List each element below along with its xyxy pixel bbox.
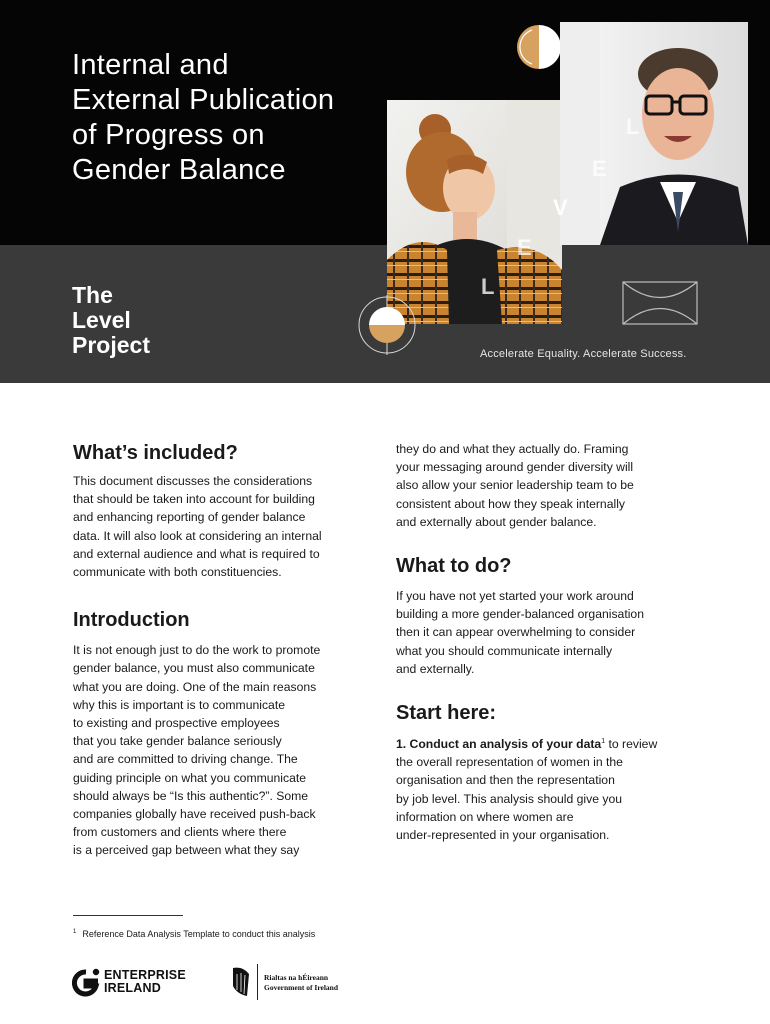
circle-emblem-icon: [357, 295, 417, 355]
left-column: [73, 440, 375, 860]
text-line: and externally.: [396, 661, 475, 676]
text-line: and enhancing reporting of gender balance: [73, 510, 306, 525]
text-line: what you should communicate internally: [396, 643, 613, 658]
text-line: consistent about how they speak internally: [396, 496, 625, 511]
half-circle-emblem-icon: [516, 22, 562, 72]
level-letter: E: [517, 235, 532, 260]
level-letter: E: [592, 156, 607, 181]
text-line: the overall representation of women in the: [396, 755, 623, 770]
project-name: [72, 283, 212, 358]
footnote: [73, 929, 315, 939]
title-line: External Publication: [72, 84, 335, 116]
section-body: [73, 472, 375, 581]
text-line: communicate with both constituencies.: [73, 565, 282, 580]
lens-outline-icon: [622, 281, 698, 325]
section-heading: What to do?: [396, 555, 512, 578]
section-heading: What’s included?: [73, 442, 238, 464]
text-line: to existing and prospective employees: [73, 716, 280, 731]
text-line: from customers and clients where there: [73, 825, 287, 840]
logo-divider: [257, 964, 258, 1000]
government-of-ireland-wordmark: [264, 973, 338, 993]
text-line: information on where women are: [396, 809, 574, 824]
section-body: [396, 440, 698, 531]
footnote-number: 1: [73, 929, 77, 935]
project-line: Level: [72, 307, 131, 333]
text-line: then it can appear overwhelming to consider: [396, 625, 636, 640]
section-heading: Start here:: [396, 702, 497, 725]
text-line: guiding principle on what you communicate: [73, 770, 307, 785]
text-line: your messaging around gender diversity will: [396, 460, 634, 475]
text-line: also allow your senior leadership team to be: [396, 478, 634, 493]
section-heading: Introduction: [73, 609, 190, 632]
step-title: 1. Conduct an analysis of your data: [396, 737, 602, 752]
text-line: by job level. This analysis should give you: [396, 791, 623, 806]
project-line: Project: [72, 332, 150, 358]
harp-icon: [229, 966, 253, 998]
text-line: under-represented in your organisation.: [396, 828, 610, 843]
text-line: If you have not yet started your work around: [396, 589, 634, 604]
level-letter: L: [481, 274, 495, 299]
text-line: and are committed to driving change. The: [73, 752, 298, 767]
text-line: why this is important is to communicate: [73, 697, 286, 712]
photo-man: [560, 22, 748, 245]
text-line: should always be “Is this authentic?”. Some: [73, 788, 309, 803]
level-letter: L: [626, 114, 640, 139]
document-title: [72, 48, 392, 188]
title-line: Internal and: [72, 49, 229, 81]
text-line: that should be taken into account for building: [73, 492, 315, 507]
text-line: building a more gender-balanced organisation: [396, 607, 644, 622]
logo-line: IRELAND: [104, 981, 161, 995]
tagline: Accelerate Equality. Accelerate Success.: [480, 348, 687, 360]
text-line: gender balance, you must also communicate: [73, 661, 315, 676]
text-line: that you take gender balance seriously: [73, 734, 282, 749]
text-line: they do and what they actually do. Framing: [396, 442, 629, 456]
logo-line: Rialtas na hÉireann: [264, 973, 329, 982]
logo-line: ENTERPRISE: [104, 968, 186, 982]
project-line: The: [72, 282, 113, 308]
enterprise-ireland-wordmark: [104, 969, 186, 995]
right-column: [396, 440, 698, 844]
text-line: organisation and then the representation: [396, 773, 615, 788]
section-body: [73, 641, 375, 859]
footnote-divider: [73, 915, 183, 916]
text-line: and external audience and what is required to: [73, 546, 320, 561]
text-line: It is not enough just to do the work to promote: [73, 643, 321, 658]
section-body: [396, 587, 698, 678]
logo-line: Government of Ireland: [264, 983, 339, 992]
photo-woman: [387, 100, 562, 324]
text-line: companies globally have received push-back: [73, 807, 316, 822]
text-line: what you are doing. One of the main reasons: [73, 679, 317, 694]
text-line: to review: [605, 737, 658, 752]
level-letter: V: [553, 195, 568, 220]
footnote-mark[interactable]: 1: [601, 737, 606, 745]
text-line: This document discusses the considerations: [73, 474, 313, 488]
section-body: [396, 735, 698, 844]
title-line: Gender Balance: [72, 154, 286, 186]
footnote-text: Reference Data Analysis Template to conduct this analysis: [82, 929, 316, 939]
text-line: and externally about gender balance.: [396, 514, 597, 529]
text-line: data. It will also look at considering an internal: [73, 528, 322, 543]
title-line: of Progress on: [72, 119, 265, 151]
text-line: is a perceived gap between what they say: [73, 843, 300, 858]
